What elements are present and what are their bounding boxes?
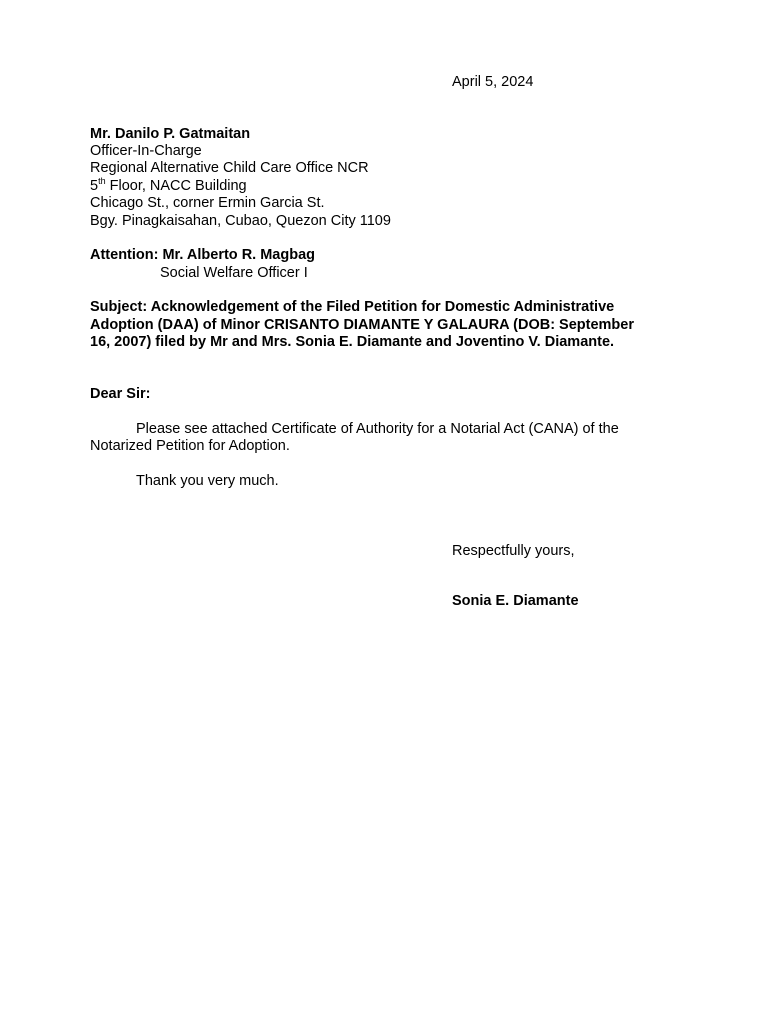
body-para1-line2: Notarized Petition for Adoption. xyxy=(90,438,290,454)
body-para1-line1: Please see attached Certificate of Authority for a Notarial Act (CANA) of the xyxy=(136,421,619,437)
recipient-office: Regional Alternative Child Care Office NCR xyxy=(90,160,369,176)
attention-title: Social Welfare Officer I xyxy=(160,265,308,281)
recipient-street: Chicago St., corner Ermin Garcia St. xyxy=(90,195,325,211)
recipient-position: Officer-In-Charge xyxy=(90,143,202,159)
attention-line: Attention: Mr. Alberto R. Magbag xyxy=(90,247,316,263)
body-para2: Thank you very much. xyxy=(136,473,279,489)
letter-date: April 5, 2024 xyxy=(452,74,534,90)
subject-line-2: Adoption (DAA) of Minor CRISANTO DIAMANTE Y GALAURA (DOB: September xyxy=(90,317,634,333)
closing: Respectfully yours, xyxy=(452,543,575,559)
salutation: Dear Sir: xyxy=(90,386,151,402)
signatory-name: Sonia E. Diamante xyxy=(452,593,579,609)
recipient-name: Mr. Danilo P. Gatmaitan xyxy=(90,126,251,142)
recipient-floor xyxy=(90,178,247,195)
floor-rest: Floor, NACC Building xyxy=(105,178,247,194)
subject-line-1: Subject: Acknowledgement of the Filed Petition for Domestic Administrative xyxy=(90,299,615,315)
floor-number: 5 xyxy=(90,178,99,194)
recipient-city: Bgy. Pinagkaisahan, Cubao, Quezon City 1109 xyxy=(90,213,391,229)
subject-line-3: 16, 2007) filed by Mr and Mrs. Sonia E. Diamante and Joventino V. Diamante. xyxy=(90,334,615,350)
floor-suffix: th xyxy=(98,176,106,187)
